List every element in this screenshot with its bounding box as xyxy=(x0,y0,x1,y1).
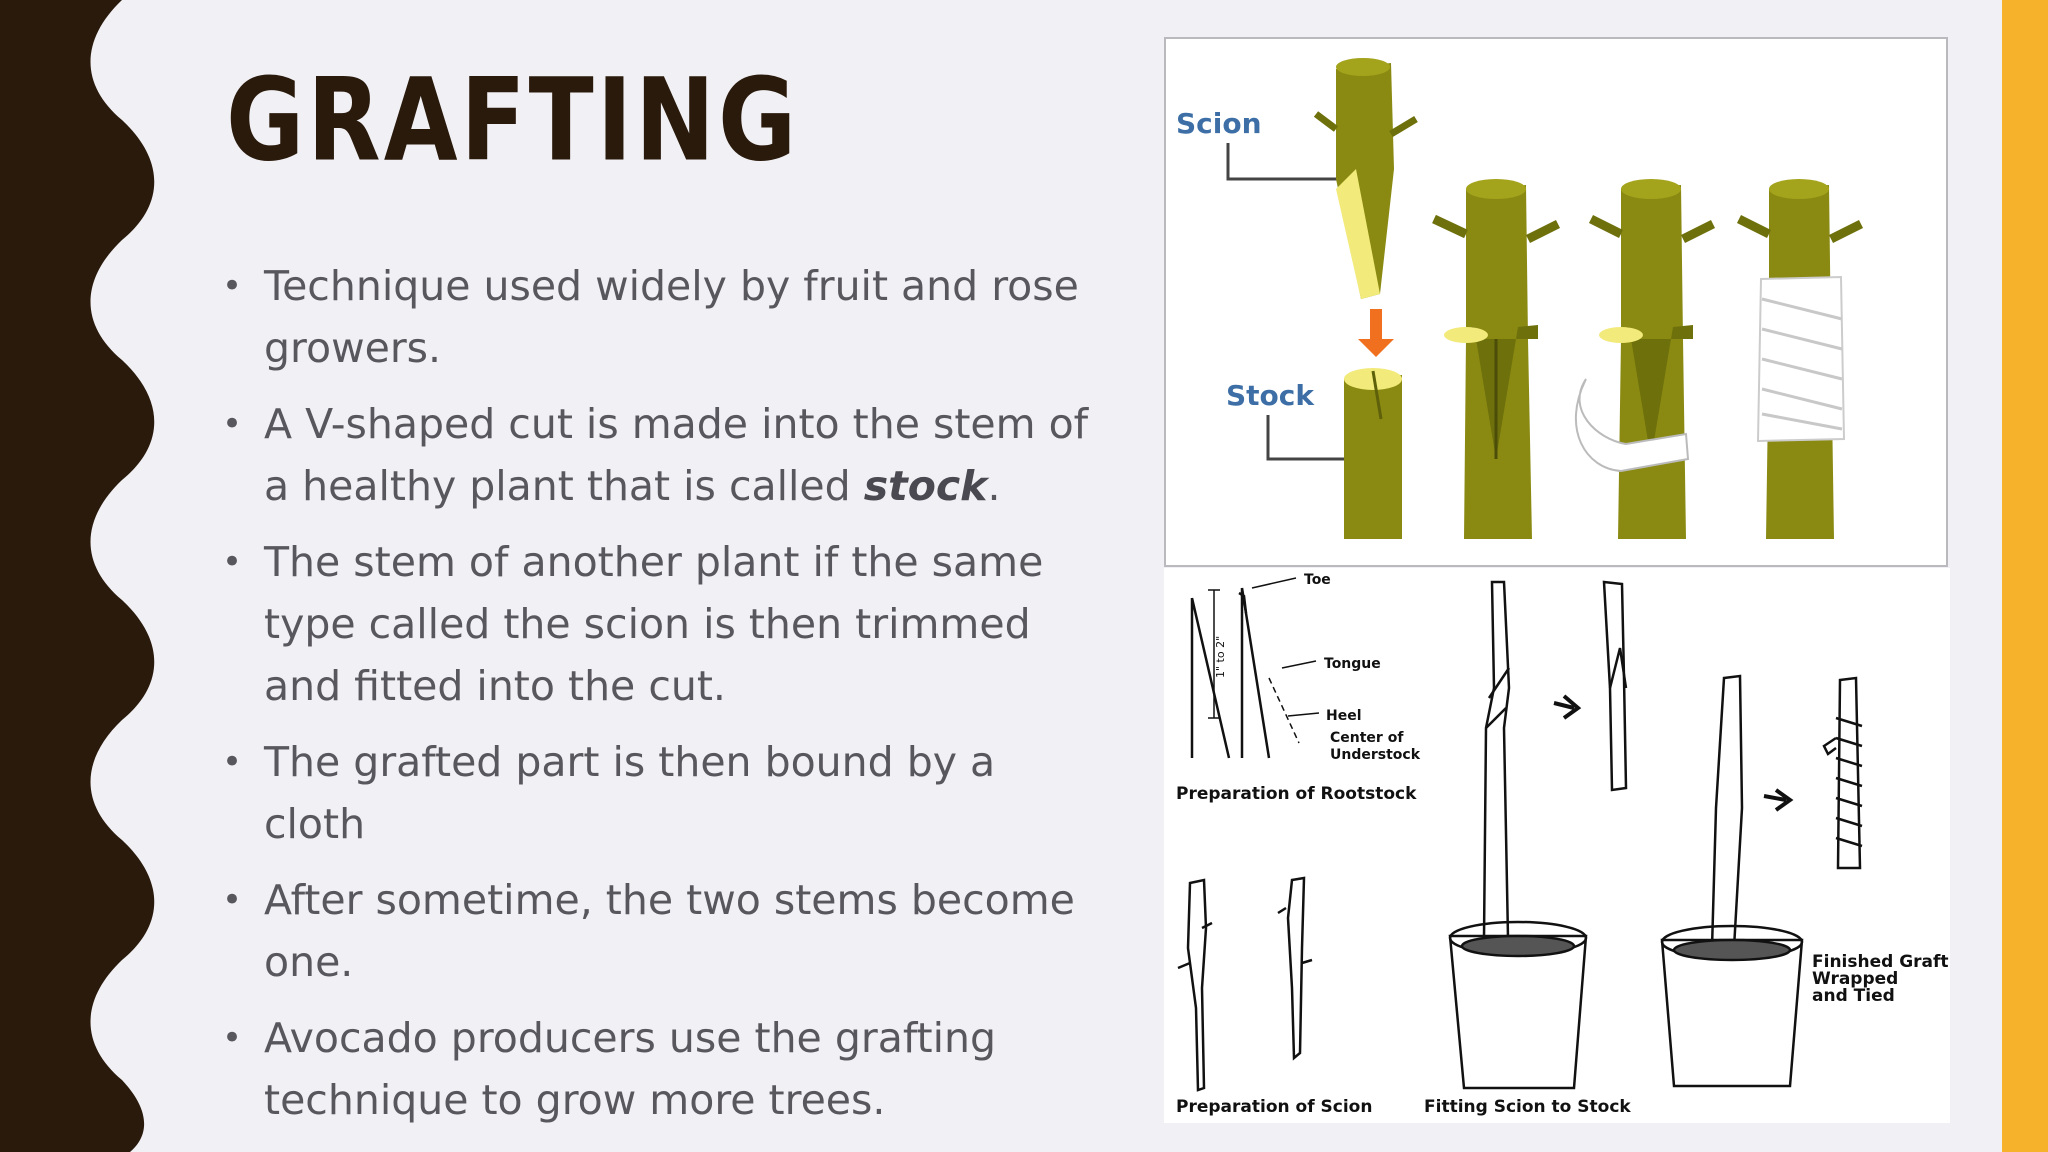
bullet-text: The stem of another plant if the same type called the scion is then trimmed and fitted into the cut. xyxy=(264,538,1044,710)
down-arrow-icon xyxy=(1358,309,1394,357)
bullet-list xyxy=(222,255,1102,1145)
bullet-text: A V-shaped cut is made into the stem of a healthy plant that is called xyxy=(264,400,1089,510)
bullet-emphasis-stock: stock xyxy=(863,462,988,510)
accent-stripe xyxy=(2002,0,2048,1152)
fitting-scion-drawing xyxy=(1450,582,1626,1088)
bullet-item xyxy=(222,393,1102,517)
toe-label: Toe xyxy=(1304,572,1331,588)
bullet-item xyxy=(222,731,1102,855)
bullet-text: After sometime, the two stems become one. xyxy=(264,876,1075,986)
finished-caption-line3: and Tied xyxy=(1812,986,1895,1006)
grafting-line-diagram xyxy=(1164,568,1950,1123)
scion-preparation-drawing xyxy=(1178,878,1312,1090)
stock-leader-line xyxy=(1268,415,1356,459)
bullet-text-end: . xyxy=(987,462,1001,510)
bullet-item xyxy=(222,1007,1102,1131)
bullet-text: Technique used widely by fruit and rose growers. xyxy=(264,262,1079,372)
graft-stage-wrapped xyxy=(1739,179,1861,539)
heel-label: Heel xyxy=(1326,708,1362,724)
bullet-text: Avocado producers use the grafting technique to grow more trees. xyxy=(264,1014,997,1124)
scion-leader-line xyxy=(1228,143,1346,179)
graft-stage-inserted xyxy=(1434,179,1558,539)
stock-stem xyxy=(1344,368,1402,539)
finished-caption-line1: Finished Graft xyxy=(1812,952,1949,972)
center-label-line2: Understock xyxy=(1330,747,1421,763)
prep-scion-caption: Preparation of Scion xyxy=(1176,1097,1373,1117)
bullet-text: The grafted part is then bound by a cloth xyxy=(264,738,996,848)
bullet-item xyxy=(222,531,1102,717)
slide-title: GRAFTING xyxy=(226,53,800,187)
finished-caption-line2: Wrapped xyxy=(1812,969,1899,989)
wavy-border-decoration xyxy=(0,0,160,1152)
scion-label: Scion xyxy=(1176,107,1262,140)
tongue-label: Tongue xyxy=(1324,656,1381,672)
bullet-item xyxy=(222,255,1102,379)
grafting-color-diagram xyxy=(1164,37,1948,567)
fitting-caption: Fitting Scion to Stock xyxy=(1424,1097,1631,1117)
finished-graft-drawing xyxy=(1662,676,1862,1086)
center-label-line1: Center of xyxy=(1330,730,1404,746)
measure-label: 1" to 2" xyxy=(1214,635,1227,678)
bullet-item xyxy=(222,869,1102,993)
prep-rootstock-caption: Preparation of Rootstock xyxy=(1176,784,1417,804)
graft-stage-wrapping xyxy=(1576,179,1713,539)
rootstock-preparation-drawing xyxy=(1192,578,1319,758)
stock-label: Stock xyxy=(1226,379,1315,412)
